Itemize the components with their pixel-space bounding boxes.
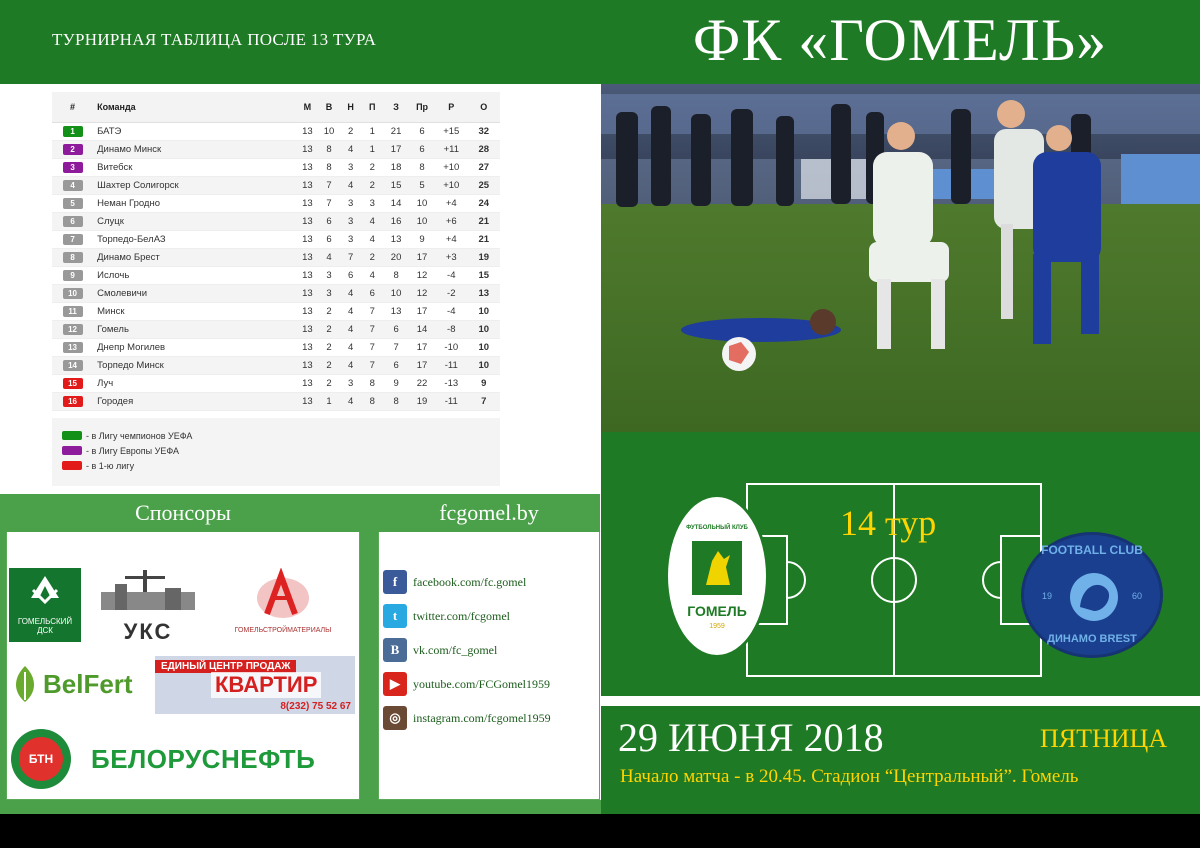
instagram-icon: ◎ [383, 706, 407, 730]
stat-cell-m: 13 [297, 392, 319, 410]
white-separator [601, 696, 1200, 706]
stat-cell-m: 13 [297, 230, 319, 248]
dinamo-brest-badge-year-left: 19 [1042, 591, 1053, 601]
team-name: Торпедо Минск [93, 356, 296, 374]
standings-column-header: В [318, 92, 340, 122]
standings-table-container [52, 92, 500, 411]
stat-cell-w: 4 [318, 248, 340, 266]
stat-cell-l: 2 [361, 158, 383, 176]
legend-label: - в Лигу чемпионов УЕФА [86, 430, 193, 441]
position-cell [52, 374, 93, 392]
position-badge: 9 [63, 270, 83, 281]
stat-cell-m: 13 [297, 122, 319, 140]
stat-cell-l: 7 [361, 338, 383, 356]
stat-cell-w: 6 [318, 230, 340, 248]
stat-cell-gf: 6 [383, 320, 409, 338]
position-badge: 7 [63, 234, 83, 245]
stat-cell-d: 4 [340, 338, 362, 356]
stat-cell-gf: 7 [383, 338, 409, 356]
match-weekday: ПЯТНИЦА [1040, 724, 1168, 753]
social-link-text: youtube.com/FCGomel1959 [413, 676, 550, 691]
stat-cell-m: 13 [297, 212, 319, 230]
stat-cell-d: 3 [340, 194, 362, 212]
stat-cell-l: 7 [361, 320, 383, 338]
social-link-youtube[interactable] [383, 672, 550, 696]
table-row [52, 302, 500, 320]
stat-cell-gf: 17 [383, 140, 409, 158]
stat-cell-gf: 8 [383, 266, 409, 284]
stat-cell-gd: -2 [435, 284, 467, 302]
stat-cell-pts: 13 [468, 284, 501, 302]
stat-cell-d: 4 [340, 302, 362, 320]
stat-cell-gf: 13 [383, 230, 409, 248]
stat-cell-d: 3 [340, 374, 362, 392]
stat-cell-w: 7 [318, 194, 340, 212]
stat-cell-w: 1 [318, 392, 340, 410]
table-row [52, 374, 500, 392]
stat-cell-gd: +15 [435, 122, 467, 140]
table-heading: ТУРНИРНАЯ ТАБЛИЦА ПОСЛЕ 13 ТУРА [52, 30, 377, 49]
table-row [52, 140, 500, 158]
stat-cell-d: 4 [340, 176, 362, 194]
dinamo-brest-badge-top: FOOTBALL CLUB [1041, 543, 1143, 557]
team-name: Торпедо-БелАЗ [93, 230, 296, 248]
legend-item [62, 458, 500, 473]
stat-cell-m: 13 [297, 356, 319, 374]
position-badge: 12 [63, 324, 83, 335]
stat-cell-l: 6 [361, 284, 383, 302]
position-badge: 15 [63, 378, 83, 389]
position-badge: 8 [63, 252, 83, 263]
stat-cell-gf: 14 [383, 194, 409, 212]
team-name: Динамо Минск [93, 140, 296, 158]
stat-cell-m: 13 [297, 284, 319, 302]
position-cell [52, 194, 93, 212]
position-badge: 2 [63, 144, 83, 155]
fc-gomel-badge [665, 494, 769, 658]
stat-cell-d: 4 [340, 356, 362, 374]
legend-item [62, 428, 500, 443]
team-name: Луч [93, 374, 296, 392]
stat-cell-w: 8 [318, 140, 340, 158]
site-heading[interactable]: fcgomel.by [378, 494, 600, 532]
stat-cell-ga: 17 [409, 302, 435, 320]
fc-gomel-badge-name: ГОМЕЛЬ [687, 603, 747, 619]
stat-cell-gf: 9 [383, 374, 409, 392]
stat-cell-ga: 14 [409, 320, 435, 338]
stat-cell-m: 13 [297, 302, 319, 320]
stat-cell-l: 7 [361, 302, 383, 320]
stat-cell-w: 2 [318, 356, 340, 374]
stat-cell-m: 13 [297, 266, 319, 284]
table-row [52, 356, 500, 374]
stat-cell-w: 3 [318, 284, 340, 302]
stat-cell-pts: 27 [468, 158, 501, 176]
stat-cell-gd: +4 [435, 230, 467, 248]
facebook-icon: f [383, 570, 407, 594]
position-badge: 4 [63, 180, 83, 191]
position-badge: 5 [63, 198, 83, 209]
stat-cell-gd: -11 [435, 392, 467, 410]
club-title: ФК «ГОМЕЛЬ» [692, 7, 1108, 73]
position-cell [52, 356, 93, 374]
stat-cell-d: 4 [340, 284, 362, 302]
stat-cell-gd: -10 [435, 338, 467, 356]
stat-cell-gf: 21 [383, 122, 409, 140]
position-cell [52, 248, 93, 266]
sponsor-gomel-dsk-line1: ГОМЕЛЬСКИЙ [17, 617, 73, 626]
sponsor-belfert-logo [11, 660, 151, 708]
social-link-text: instagram.com/fcgomel1959 [413, 710, 551, 725]
stat-cell-l: 8 [361, 392, 383, 410]
stat-cell-w: 8 [318, 158, 340, 176]
position-badge: 11 [63, 306, 83, 317]
position-badge: 10 [63, 288, 83, 299]
table-row [52, 392, 500, 410]
stat-cell-ga: 12 [409, 266, 435, 284]
social-link-vk[interactable] [383, 638, 497, 662]
stat-cell-w: 6 [318, 212, 340, 230]
team-name: Минск [93, 302, 296, 320]
round-label: 14 тур [840, 503, 937, 543]
sponsor-gomel-dsk-line2: ДСК [37, 626, 53, 635]
stat-cell-w: 10 [318, 122, 340, 140]
stat-cell-pts: 9 [468, 374, 501, 392]
dinamo-brest-badge [1021, 532, 1163, 658]
stat-cell-ga: 6 [409, 122, 435, 140]
stat-cell-pts: 7 [468, 392, 501, 410]
standings-table [52, 92, 500, 411]
table-row [52, 194, 500, 212]
stat-cell-gf: 20 [383, 248, 409, 266]
stat-cell-ga: 12 [409, 284, 435, 302]
table-row [52, 158, 500, 176]
legend-swatch [62, 431, 82, 440]
standings-column-header: Р [435, 92, 467, 122]
team-name: Городея [93, 392, 296, 410]
stat-cell-gf: 8 [383, 392, 409, 410]
stat-cell-d: 3 [340, 230, 362, 248]
legend-item [62, 443, 500, 458]
sponsor-gomelstroymaterialy-logo [223, 568, 343, 642]
table-row [52, 284, 500, 302]
stat-cell-w: 2 [318, 320, 340, 338]
legend-swatch [62, 461, 82, 470]
stat-cell-d: 4 [340, 392, 362, 410]
stat-cell-ga: 9 [409, 230, 435, 248]
position-cell [52, 122, 93, 140]
stat-cell-gd: -13 [435, 374, 467, 392]
team-name: Витебск [93, 158, 296, 176]
team-name: Ислочь [93, 266, 296, 284]
team-name: Гомель [93, 320, 296, 338]
position-badge: 1 [63, 126, 83, 137]
stat-cell-d: 7 [340, 248, 362, 266]
stat-cell-ga: 22 [409, 374, 435, 392]
sponsor-gomel-dsk-logo [9, 568, 81, 642]
sponsor-belorusneft-text: БЕЛОРУСНЕФТЬ [91, 743, 316, 774]
stat-cell-m: 13 [297, 320, 319, 338]
team-name: Слуцк [93, 212, 296, 230]
stat-cell-gd: +10 [435, 176, 467, 194]
sponsors-heading: Спонсоры [6, 494, 360, 532]
sponsors-panel [6, 532, 360, 800]
stat-cell-ga: 17 [409, 356, 435, 374]
table-row [52, 248, 500, 266]
stat-cell-pts: 10 [468, 356, 501, 374]
sponsor-btn-text: БТН [19, 737, 63, 781]
stat-cell-ga: 5 [409, 176, 435, 194]
standings-legend [52, 418, 500, 486]
position-cell [52, 302, 93, 320]
standings-column-header: Команда [93, 92, 296, 122]
stat-cell-w: 3 [318, 266, 340, 284]
match-pitch-panel [601, 432, 1200, 696]
standings-column-header: М [297, 92, 319, 122]
twitter-icon: t [383, 604, 407, 628]
stat-cell-pts: 32 [468, 122, 501, 140]
stat-cell-ga: 10 [409, 212, 435, 230]
stat-cell-d: 4 [340, 320, 362, 338]
table-row [52, 212, 500, 230]
stat-cell-ga: 19 [409, 392, 435, 410]
legend-label: - в Лигу Европы УЕФА [86, 445, 180, 456]
stat-cell-gd: +6 [435, 212, 467, 230]
stat-cell-l: 4 [361, 266, 383, 284]
sponsor-kvartir-banner [155, 656, 355, 714]
standings-column-header: Пр [409, 92, 435, 122]
leaf-icon [11, 664, 39, 704]
stat-cell-l: 7 [361, 356, 383, 374]
stat-cell-l: 1 [361, 122, 383, 140]
stat-cell-gd: -8 [435, 320, 467, 338]
position-badge: 3 [63, 162, 83, 173]
stat-cell-gf: 16 [383, 212, 409, 230]
stat-cell-m: 13 [297, 176, 319, 194]
stat-cell-pts: 21 [468, 212, 501, 230]
table-row [52, 230, 500, 248]
stat-cell-w: 2 [318, 374, 340, 392]
position-cell [52, 230, 93, 248]
stat-cell-m: 13 [297, 158, 319, 176]
bison-icon [1064, 567, 1124, 627]
position-cell [52, 158, 93, 176]
table-row [52, 320, 500, 338]
position-cell [52, 212, 93, 230]
stat-cell-d: 3 [340, 158, 362, 176]
green-border-bottom [0, 800, 601, 814]
social-link-text: vk.com/fc_gomel [413, 642, 498, 657]
green-divider [360, 494, 378, 806]
position-cell [52, 266, 93, 284]
team-name: БАТЭ [93, 122, 296, 140]
sponsor-belfert-text: BelFert [43, 668, 133, 699]
stat-cell-l: 1 [361, 140, 383, 158]
stat-cell-gf: 18 [383, 158, 409, 176]
position-cell [52, 176, 93, 194]
position-cell [52, 140, 93, 158]
stat-cell-m: 13 [297, 338, 319, 356]
stat-cell-ga: 6 [409, 140, 435, 158]
social-link-instagram[interactable] [383, 706, 551, 730]
sponsor-btn-emblem [11, 729, 71, 789]
team-name: Смолевичи [93, 284, 296, 302]
position-cell [52, 320, 93, 338]
position-cell [52, 392, 93, 410]
team-name: Днепр Могилев [93, 338, 296, 356]
position-badge: 13 [63, 342, 83, 353]
stat-cell-pts: 19 [468, 248, 501, 266]
standings-column-header: П [361, 92, 383, 122]
position-badge: 14 [63, 360, 83, 371]
deer-icon [668, 537, 766, 597]
fc-gomel-badge-top: ФУТБОЛЬНЫЙ КЛУБ [686, 525, 748, 531]
standings-column-header: О [468, 92, 501, 122]
match-photo [601, 84, 1200, 432]
match-date: 29 ИЮНЯ 2018 [618, 715, 884, 760]
stat-cell-gf: 6 [383, 356, 409, 374]
stat-cell-d: 4 [340, 140, 362, 158]
youtube-icon: ▶ [383, 672, 407, 696]
stat-cell-ga: 8 [409, 158, 435, 176]
stat-cell-gd: +4 [435, 194, 467, 212]
dinamo-brest-badge-year-right: 60 [1131, 591, 1142, 601]
sponsor-kvartir-phone: 8(232) 75 52 67 [280, 701, 351, 712]
stat-cell-ga: 17 [409, 338, 435, 356]
stat-cell-gf: 15 [383, 176, 409, 194]
stat-cell-m: 13 [297, 248, 319, 266]
stat-cell-gd: -4 [435, 302, 467, 320]
stat-cell-pts: 28 [468, 140, 501, 158]
social-link-facebook[interactable] [383, 570, 526, 594]
table-row [52, 176, 500, 194]
social-link-twitter[interactable] [383, 604, 510, 628]
stat-cell-pts: 10 [468, 338, 501, 356]
team-name: Неман Гродно [93, 194, 296, 212]
stat-cell-pts: 15 [468, 266, 501, 284]
sponsor-gomelstroymaterialy-text: ГОМЕЛЬСТРОЙМАТЕРИАЛЫ [234, 627, 332, 634]
position-badge: 16 [63, 396, 83, 407]
stat-cell-ga: 10 [409, 194, 435, 212]
social-link-text: twitter.com/fcgomel [413, 608, 510, 623]
table-row [52, 338, 500, 356]
stat-cell-gd: +3 [435, 248, 467, 266]
standings-column-header: З [383, 92, 409, 122]
sponsor-uks-text: УКС [123, 619, 173, 644]
stat-cell-l: 4 [361, 212, 383, 230]
stat-cell-gd: -4 [435, 266, 467, 284]
stat-cell-w: 7 [318, 176, 340, 194]
stat-cell-pts: 21 [468, 230, 501, 248]
footer-bar [0, 814, 1200, 848]
stat-cell-pts: 10 [468, 302, 501, 320]
stat-cell-pts: 24 [468, 194, 501, 212]
stat-cell-l: 2 [361, 176, 383, 194]
stat-cell-l: 2 [361, 248, 383, 266]
stat-cell-d: 3 [340, 212, 362, 230]
legend-swatch [62, 446, 82, 455]
stat-cell-l: 4 [361, 230, 383, 248]
stat-cell-m: 13 [297, 374, 319, 392]
stat-cell-ga: 17 [409, 248, 435, 266]
legend-label: - в 1-ю лигу [86, 460, 135, 471]
stat-cell-gf: 13 [383, 302, 409, 320]
stat-cell-w: 2 [318, 302, 340, 320]
stat-cell-d: 6 [340, 266, 362, 284]
position-badge: 6 [63, 216, 83, 227]
stat-cell-w: 2 [318, 338, 340, 356]
standings-body [52, 122, 500, 410]
stat-cell-d: 2 [340, 122, 362, 140]
sponsor-uks-logo [95, 570, 201, 642]
stat-cell-gf: 10 [383, 284, 409, 302]
stat-cell-gd: -11 [435, 356, 467, 374]
stat-cell-l: 8 [361, 374, 383, 392]
stat-cell-pts: 25 [468, 176, 501, 194]
sponsor-kvartir-line1: ЕДИНЫЙ ЦЕНТР ПРОДАЖ [155, 660, 296, 673]
stat-cell-m: 13 [297, 194, 319, 212]
stat-cell-l: 3 [361, 194, 383, 212]
social-links-panel [378, 532, 600, 800]
standings-column-header: Н [340, 92, 362, 122]
table-row [52, 122, 500, 140]
team-name: Шахтер Солигорск [93, 176, 296, 194]
stat-cell-pts: 10 [468, 320, 501, 338]
stat-cell-gd: +11 [435, 140, 467, 158]
team-name: Динамо Брест [93, 248, 296, 266]
standings-header-row [52, 92, 500, 122]
dinamo-brest-badge-bottom: ДИНАМО BREST [1047, 633, 1137, 645]
social-link-text: facebook.com/fc.gomel [413, 574, 527, 589]
sponsor-kvartir-line2: КВАРТИР [211, 672, 321, 698]
vk-icon: В [383, 638, 407, 662]
stat-cell-m: 13 [297, 140, 319, 158]
sponsor-belorusneft-logo [11, 726, 357, 792]
fc-gomel-badge-year: 1959 [709, 623, 725, 630]
standings-column-header: # [52, 92, 93, 122]
stat-cell-gd: +10 [435, 158, 467, 176]
position-cell [52, 338, 93, 356]
position-cell [52, 284, 93, 302]
match-info: Начало матча - в 20.45. Стадион “Центральный”. Гомель [620, 766, 1079, 787]
table-row [52, 266, 500, 284]
